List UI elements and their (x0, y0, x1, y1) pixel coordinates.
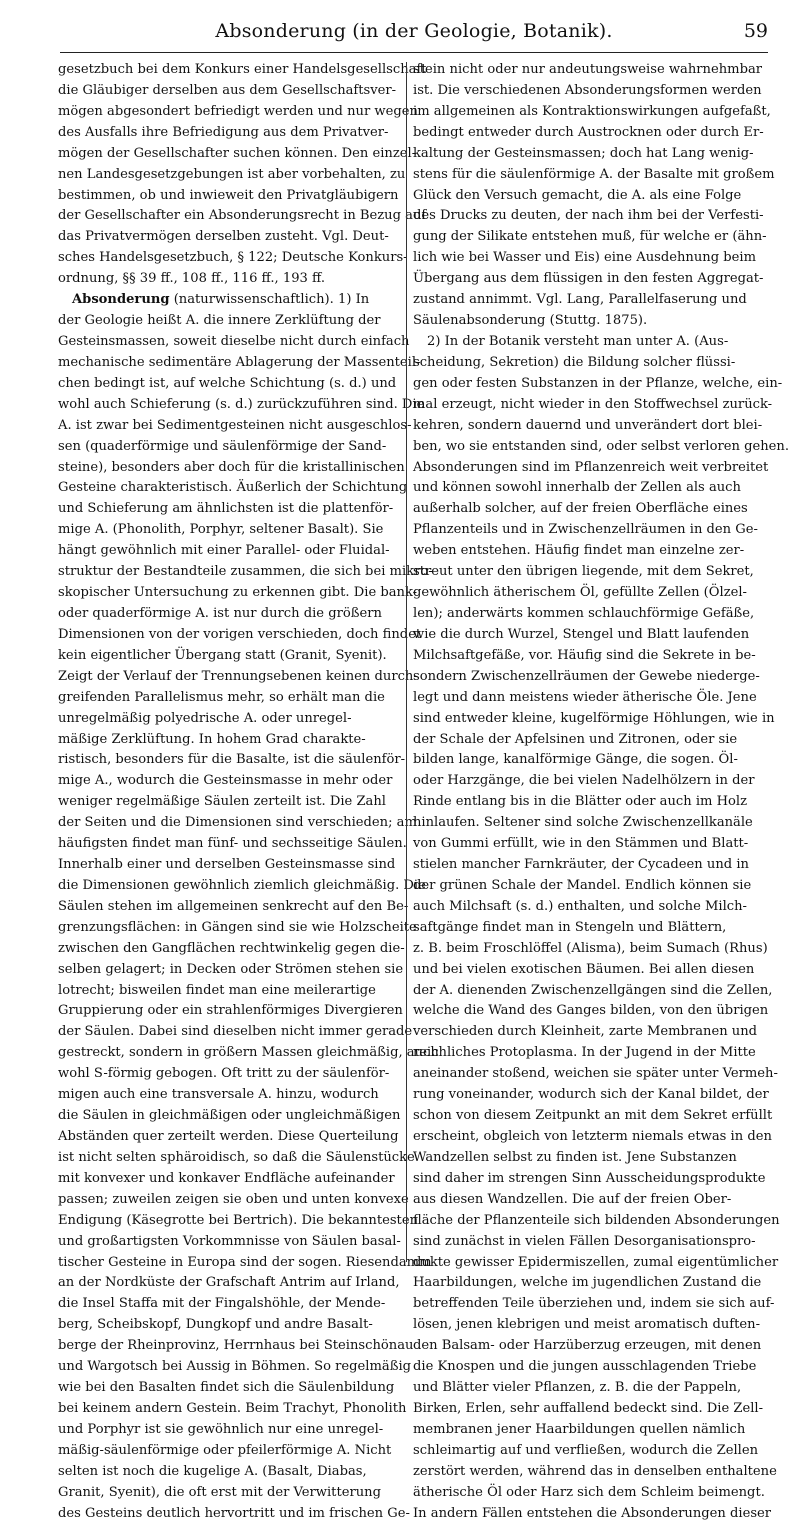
text-line: oder Harzgänge, die bei vielen Nadelhölzern in der (413, 773, 755, 789)
column-divider (406, 62, 407, 1262)
text-line: gestreckt, sondern in größern Massen gleichmäßig, auch (58, 1045, 439, 1061)
text-line: sondern Zwischenzellräumen der Gewebe niederge- (413, 668, 760, 684)
text-line: wohl S-förmig gebogen. Oft tritt zu der säulenför- (58, 1066, 390, 1082)
text-line: reichliches Protoplasma. In der Jugend in der Mitte (413, 1045, 756, 1061)
text-line: lotrecht; bisweilen findet man eine meilerartige (58, 982, 376, 998)
text-line: kehren, sondern dauernd und unverändert dort blei- (413, 417, 763, 433)
text-line: Absonderungen sind im Pflanzenreich weit verbreitet (413, 459, 769, 475)
text-line: Säulenabsonderung (Stuttg. 1875). (413, 313, 648, 329)
text-line: bei keinem andern Gestein. Beim Trachyt, Phonolith (58, 1401, 407, 1416)
text-line: Birken, Erlen, sehr auffallend bedeckt sind. Die Zell- (413, 1401, 764, 1416)
text-line: hinlaufen. Seltener sind solche Zwischenzellkanäle (413, 815, 753, 831)
text-line: sind entweder kleine, kugelförmige Höhlungen, wie in (413, 710, 775, 726)
section-heading-line (58, 290, 403, 311)
text-line: kaltung der Gesteinsmassen; doch hat Lang wenig- (413, 145, 754, 161)
text-line: fläche der Pflanzenteile sich bildenden Absonderungen (413, 1212, 780, 1228)
text-line: Innerhalb einer und derselben Gesteinsmasse sind (58, 857, 396, 873)
text-line: erscheint, obgleich von letzterm niemals etwas in den (413, 1129, 772, 1145)
text-line: des Drucks zu deuten, der nach ihm bei der Verfesti- (413, 208, 764, 224)
text-line: ätherische Öl oder Harz sich dem Schleim beimengt. (413, 1484, 765, 1500)
text-line: Zeigt der Verlauf der Trennungsebenen keinen durch- (58, 668, 418, 684)
section-keyword: Absonderung (72, 292, 170, 308)
text-line: der Geologie heißt A. die innere Zerklüftung der (58, 313, 381, 329)
text-line: tischer Gesteine in Europa sind der sogen. Riesendamm (58, 1254, 432, 1270)
text-line: die Insel Staffa mit der Fingalshöhle, der Mende- (58, 1296, 386, 1312)
text-line: Übergang aus dem flüssigen in den festen Aggregat- (413, 271, 764, 287)
section-heading-rest: (naturwissenschaftlich). 1) In (169, 292, 370, 308)
text-line: der A. dienenden Zwischenzellgängen sind die Zellen, (413, 982, 773, 998)
text-line: und Porphyr ist sie gewöhnlich nur eine unregel- (58, 1421, 384, 1437)
text-line: berg, Scheibskopf, Dungkopf und andre Basalt- (58, 1317, 373, 1333)
text-line: Granit, Syenit), die oft erst mit der Verwitterung (58, 1484, 381, 1500)
text-line: sen (quaderförmige und säulenförmige der Sand- (58, 438, 387, 454)
text-line: zwischen den Gangflächen rechtwinkelig gegen die- (58, 940, 405, 956)
text-line: selben gelagert; in Decken oder Strömen stehen sie (58, 961, 404, 977)
text-line: die Dimensionen gewöhnlich ziemlich gleichmäßig. Die (58, 877, 426, 893)
text-line: len); anderwärts kommen schlauchförmige Gefäße, (413, 605, 755, 621)
text-line: bedingt entweder durch Austrocknen oder durch Er- (413, 124, 764, 140)
text-line: der Schale der Apfelsinen und Zitronen, oder sie (413, 731, 738, 747)
text-line: membranen jener Haarbildungen quellen nämlich (413, 1421, 746, 1437)
text-line: Säulen stehen im allgemeinen senkrecht auf den Be- (58, 898, 409, 914)
text-line: welche die Wand des Ganges bilden, von den übrigen (413, 1003, 769, 1019)
text-line: und können sowohl innerhalb der Zellen als auch (413, 480, 741, 496)
running-head: Absonderung (in der Geologie, Botanik). (215, 20, 613, 42)
text-line: Gesteinsmassen, soweit dieselbe nicht durch einfach (58, 333, 410, 349)
text-line: kein eigentlicher Übergang statt (Granit, Syenit). (58, 647, 387, 663)
text-line: stielen mancher Farnkräuter, der Cycadeen und in (413, 857, 749, 873)
text-line: mögen abgesondert befriedigt werden und nur wegen (58, 103, 418, 119)
text-line: gewöhnlich ätherischem Öl, gefüllte Zellen (Ölzel- (413, 585, 747, 601)
text-line: sind zunächst in vielen Fällen Desorganisationspro- (413, 1233, 756, 1249)
text-line: steine), besonders aber doch für die kristallinischen (58, 459, 405, 475)
text-line: der grünen Schale der Mandel. Endlich können sie (413, 877, 752, 893)
text-line: die Gläubiger derselben aus dem Gesellschaftsver- (58, 82, 397, 98)
text-line: berge der Rheinprovinz, Herrnhaus bei Steinschönau (58, 1338, 414, 1354)
text-line: bestimmen, ob und inwieweit den Privatgläubigern (58, 187, 399, 203)
text-line: sind daher im strengen Sinn Ausscheidungsprodukte (413, 1170, 766, 1186)
page-header (60, 8, 768, 52)
text-line: In andern Fällen entstehen die Absonderungen dieser (413, 1505, 772, 1521)
text-line: weben entstehen. Häufig findet man einzelne zer- (413, 543, 745, 559)
text-line: und bei vielen exotischen Bäumen. Bei allen diesen (413, 961, 755, 977)
text-line: verschieden durch Kleinheit, zarte Membranen und (413, 1024, 758, 1040)
text-line: der Säulen. Dabei sind dieselben nicht immer gerade (58, 1024, 413, 1040)
text-line: passen; zuweilen zeigen sie oben und unten konvexe (58, 1191, 409, 1207)
left-column (58, 60, 439, 1521)
text-line: gen oder festen Substanzen in der Pflanze, welche, ein- (413, 375, 783, 391)
page-number: 59 (743, 20, 768, 42)
text-line: wie bei den Basalten findet sich die Säulenbildung (58, 1380, 395, 1396)
text-line: im allgemeinen als Kontraktionswirkungen aufgefaßt, (413, 103, 771, 119)
text-line: nen Landesgesetzgebungen ist aber vorbehalten, zu (58, 166, 406, 182)
text-line: mäßige Zerklüftung. In hohem Grad charakte- (58, 731, 366, 747)
text-line: häufigsten findet man fünf- und sechsseitige Säulen. (58, 836, 407, 852)
text-line: mige A., wodurch die Gesteinsmasse in mehr oder (58, 773, 393, 789)
text-line: zustand annimmt. Vgl. Lang, Parallelfaserung und (413, 292, 747, 308)
text-line: 2) In der Botanik versteht man unter A. (Aus- (427, 333, 729, 349)
text-line: stein nicht oder nur andeutungsweise wahrnehmbar (413, 62, 763, 77)
text-line: schon von diesem Zeitpunkt an mit dem Sekret erfüllt (413, 1108, 773, 1124)
text-line: bilden lange, kanalförmige Gänge, die sogen. Öl- (413, 752, 738, 768)
text-line: wohl auch Schieferung (s. d.) zurückzuführen sind. Die (58, 396, 425, 412)
text-line: ist nicht selten sphäroidisch, so daß die Säulenstücke (58, 1149, 415, 1165)
text-line: scheidung, Sekretion) die Bildung solcher flüssi- (413, 354, 736, 370)
text-line: lösen, jenen klebrigen und meist aromatisch duften- (413, 1317, 761, 1333)
text-line: greifenden Parallelismus mehr, so erhält man die (58, 689, 385, 705)
text-line: zerstört werden, während das in denselben enthaltene (413, 1463, 777, 1479)
text-line: Endigung (Käsegrotte bei Bertrich). Die bekanntesten (58, 1212, 419, 1228)
text-line: von Gummi erfüllt, wie in den Stämmen und Blatt- (413, 836, 749, 852)
text-line: skopischer Untersuchung zu erkennen gibt. Die bank- (58, 585, 418, 601)
text-line: Pflanzenteils und in Zwischenzellräumen in den Ge- (413, 522, 758, 538)
text-line: die Knospen und die jungen ausschlagenden Triebe (413, 1359, 757, 1375)
text-line: das Privatvermögen derselben zusteht. Vgl. Deut- (58, 229, 389, 245)
text-line: migen auch eine transversale A. hinzu, wodurch (58, 1087, 379, 1103)
text-line: mechanische sedimentäre Ablagerung der Massenteil- (58, 354, 421, 370)
text-line: struktur der Bestandteile zusammen, die sich bei mikro- (58, 564, 433, 580)
text-line: streut unter den übrigen liegende, mit dem Sekret, (413, 564, 754, 580)
text-line: der Seiten und die Dimensionen sind verschieden; am (58, 815, 417, 831)
text-line: rung voneinander, wodurch sich der Kanal bildet, der (413, 1087, 769, 1103)
text-line: mige A. (Phonolith, Porphyr, seltener Basalt). Sie (58, 522, 384, 538)
text-line: betreffenden Teile überziehen und, indem sie sich auf- (413, 1296, 775, 1312)
text-line: saftgänge findet man in Stengeln und Blättern, (413, 919, 727, 935)
text-line: schleimartig auf und verfließen, wodurch die Zellen (413, 1442, 759, 1458)
text-line: oder quaderförmige A. ist nur durch die größern (58, 605, 382, 621)
text-line: Gruppierung oder ein strahlenförmiges Divergieren (58, 1003, 403, 1019)
text-line: stens für die säulenförmige A. der Basalte mit großem (413, 166, 775, 182)
text-line: unregelmäßig polyedrische A. oder unregel- (58, 710, 352, 726)
text-line: an der Nordküste der Grafschaft Antrim auf Irland, (58, 1275, 400, 1291)
text-line: Glück den Versuch gemacht, die A. als eine Folge (413, 187, 742, 203)
text-line: und Schieferung am ähnlichsten ist die plattenför- (58, 501, 394, 517)
text-line: aus diesen Wandzellen. Die auf der freien Ober- (413, 1191, 732, 1207)
text-line: außerhalb solcher, auf der freien Oberfläche eines (413, 501, 748, 517)
text-line: des Ausfalls ihre Befriedigung aus dem Privatver- (58, 124, 389, 140)
text-line: z. B. beim Froschlöffel (Alisma), beim Sumach (Rhus) (413, 940, 768, 956)
text-line: der Gesellschafter ein Absonderungsrecht in Bezug auf (58, 208, 427, 224)
text-line: Haarbildungen, welche im jugendlichen Zustand die (413, 1275, 762, 1291)
text-line: mal erzeugt, nicht wieder in den Stoffwechsel zurück- (413, 396, 773, 412)
text-line: Wandzellen selbst zu finden ist. Jene Substanzen (413, 1149, 737, 1165)
text-line: aneinander stoßend, weichen sie später unter Vermeh- (413, 1066, 778, 1082)
right-column (413, 60, 789, 1521)
text-line: chen bedingt ist, auf welche Schichtung (s. d.) und (58, 375, 397, 391)
text-line: auch Milchsaft (s. d.) enthalten, und solche Milch- (413, 898, 747, 914)
text-line: mäßig-säulenförmige oder pfeilerförmige A. Nicht (58, 1442, 392, 1458)
text-line: Dimensionen von der vorigen verschieden, doch findet (58, 626, 422, 642)
text-line: mit konvexer und konkaver Endfläche aufeinander (58, 1170, 395, 1186)
text-line: Gesteine charakteristisch. Äußerlich der Schichtung (58, 480, 408, 496)
text-line: weniger regelmäßige Säulen zerteilt ist. Die Zahl (58, 794, 386, 810)
text-line: hängt gewöhnlich mit einer Parallel- oder Fluidal- (58, 543, 390, 559)
text-line: ben, wo sie entstanden sind, oder selbst verloren gehen. (413, 438, 789, 454)
text-line: mögen der Gesellschafter suchen können. Den einzel- (58, 145, 417, 161)
text-line: dukte gewisser Epidermiszellen, zumal eigentümlicher (413, 1254, 779, 1270)
text-line: ristisch, besonders für die Basalte, ist die säulenför- (58, 752, 406, 768)
text-line: des Gesteins deutlich hervortritt und im frischen Ge- (58, 1505, 410, 1521)
text-line: wie die durch Wurzel, Stengel und Blatt laufenden (413, 626, 750, 642)
text-line: Abständen quer zerteilt werden. Diese Querteilung (58, 1129, 399, 1145)
text-line: sches Handelsgesetzbuch, § 122; Deutsche Konkurs- (58, 250, 408, 266)
text-line: legt und dann meistens wieder ätherische Öle. Jene (413, 689, 757, 705)
text-line: und großartigsten Vorkommnisse von Säulen basal- (58, 1233, 401, 1249)
text-line: gesetzbuch bei dem Konkurs einer Handelsgesellschaft (58, 62, 427, 77)
text-line: und Wargotsch bei Aussig in Böhmen. So regelmäßig (58, 1359, 412, 1375)
text-line: die Säulen in gleichmäßigen oder ungleichmäßigen (58, 1108, 401, 1124)
text-line: Rinde entlang bis in die Blätter oder auch im Holz (413, 794, 747, 810)
text-line: und Blätter vieler Pflanzen, z. B. die der Pappeln, (413, 1380, 742, 1396)
text-line: grenzungsflächen: in Gängen sind sie wie Holzscheite (58, 919, 417, 935)
header-rule (60, 52, 768, 53)
text-line: Milchsaftgefäße, vor. Häufig sind die Sekrete in be- (413, 647, 756, 663)
text-line: lich wie bei Wasser und Eis) eine Ausdehnung beim (413, 250, 757, 266)
text-line: gung der Silikate entstehen muß, für welche er (ähn- (413, 229, 767, 245)
text-line: den Balsam- oder Harzüberzug erzeugen, mit denen (413, 1338, 762, 1354)
text-line: A. ist zwar bei Sedimentgesteinen nicht ausgeschlos- (58, 417, 412, 433)
text-line: ist. Die verschiedenen Absonderungsformen werden (413, 82, 762, 98)
text-line: selten ist noch die kugelige A. (Basalt, Diabas, (58, 1463, 367, 1479)
text-line: ordnung, §§ 39 ff., 108 ff., 116 ff., 193 ff. (58, 271, 326, 287)
